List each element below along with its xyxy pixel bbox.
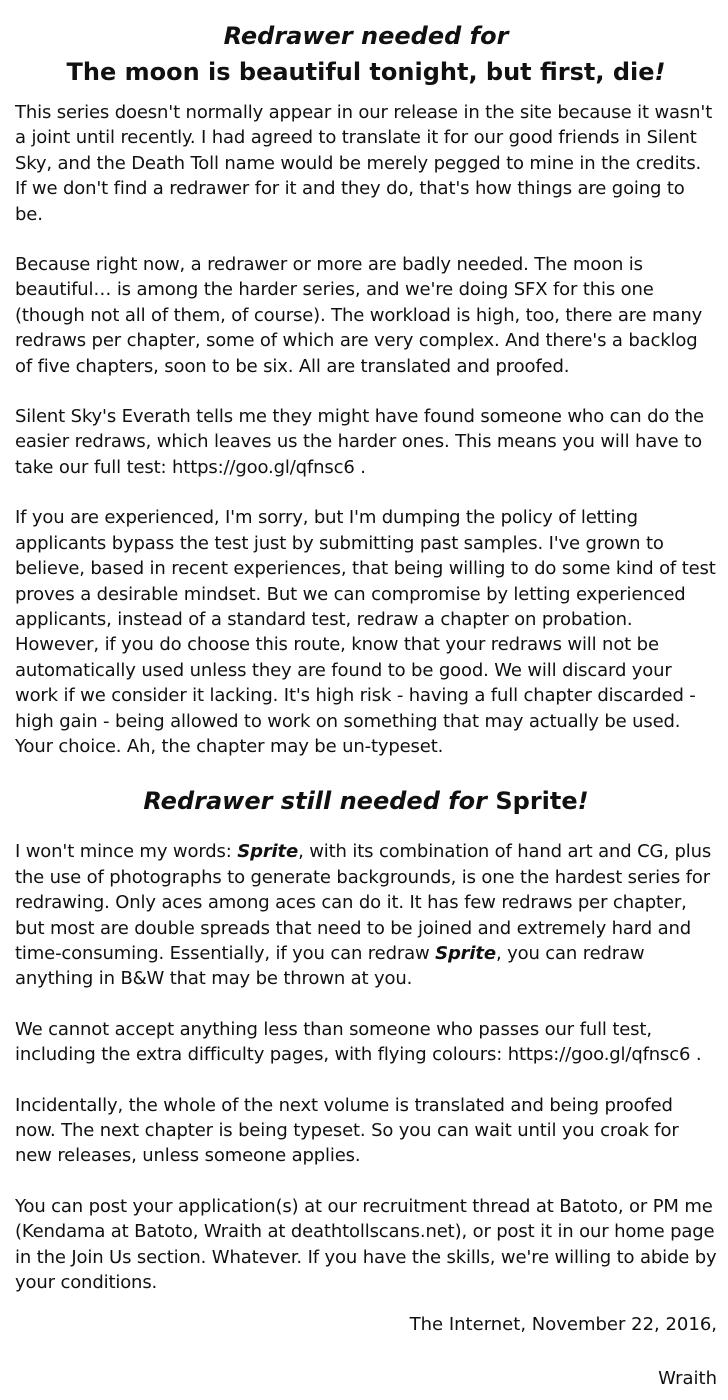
sprite-text-3: , you can redraw anything in B&W that may be thrown at you. xyxy=(15,942,645,990)
paragraph-sprite xyxy=(15,839,717,991)
sprite-text-1: I won't mince my words: xyxy=(15,841,238,863)
paragraph-apply: You can post your application(s) at our recruitment thread at Batoto, or PM me (Kendama at Batoto, Wraith at deathtollscans.net), or post it in our home page in the Join Us section. Whatever. If you have the skills, we're willing to abide by your conditions. xyxy=(15,1195,717,1294)
paragraph-sprite-test: We cannot accept anything less than someone who passes our full test, including the extra difficulty pages, with flying colours: https://goo.gl/qfnsc6 . xyxy=(15,1018,702,1066)
sprite-title-emphasis-1: Sprite xyxy=(237,841,299,863)
heading-sprite-title: Sprite xyxy=(495,787,578,816)
paragraph-intro: This series doesn't normally appear in our release in the site because it wasn't a joint until recently. I had agreed to translate it for our good friends in Silent Sky, and the Death Toll name would be merely pegged to mine in the credits. If we don't find a redrawer for it and they do, that's how things are going to be. xyxy=(15,102,713,225)
sprite-title-emphasis-2: Sprite xyxy=(435,942,496,964)
heading-sprite xyxy=(15,783,717,819)
heading-redrawer-needed xyxy=(15,18,717,90)
heading-sprite-exclamation: ! xyxy=(577,787,589,816)
heading-sprite-prefix: Redrawer still needed for xyxy=(143,787,496,816)
signature-place-date: The Internet, November 22, 2016, xyxy=(409,1314,717,1336)
paragraph-next-volume: Incidentally, the whole of the next volume is translated and being proofed now. The next chapter is being typeset. So you can wait until you croak for new releases, unless someone applies. xyxy=(15,1094,679,1167)
paragraph-workload: Because right now, a redrawer or more are badly needed. The moon is beautiful… is among the harder series, and we're doing SFX for this one (though not all of them, of course). The workload is high, too, there are many redraws per chapter, some of which are very complex. And there's a backlog of five chapters, soon to be six. All are translated and proofed. xyxy=(15,254,703,377)
sprite-text-2: , with its combination of hand art and CG, plus the use of photographs to generate backgrounds, is one the hardest series for redrawing. Only aces among aces can do it. It has few redraws per chapter, but most are double spreads that need to be joined and extremely hard and time-consuming. Essentially, if you can redraw xyxy=(15,841,712,964)
paragraph-probation: If you are experienced, I'm sorry, but I'm dumping the policy of letting applicants bypass the test just by submitting past samples. I've grown to believe, based in recent experiences, that being willing to do some kind of test proves a desirable mindset. But we can compromise by letting experienced applicants, instead of a standard test, redraw a chapter on probation. However, if you do choose this route, know that your redraws will not be automatically used unless they are found to be good. We will discard your work if we consider it lacking. It's high risk - having a full chapter discarded - high gain - being allowed to work on something that may actually be used. Your choice. Ah, the chapter may be un-typeset. xyxy=(15,507,716,757)
heading-line-1: Redrawer needed for xyxy=(223,22,509,50)
signature-name: Wraith xyxy=(658,1367,717,1389)
heading-exclamation: ! xyxy=(654,58,666,86)
heading-series-title: The moon is beautiful tonight, but first, die xyxy=(66,58,655,86)
paragraph-full-test: Silent Sky's Everath tells me they might have found someone who can do the easier redraws, which leaves us the harder ones. This means you will have to take our full test: https://goo.gl/qfnsc6 . xyxy=(15,406,704,478)
